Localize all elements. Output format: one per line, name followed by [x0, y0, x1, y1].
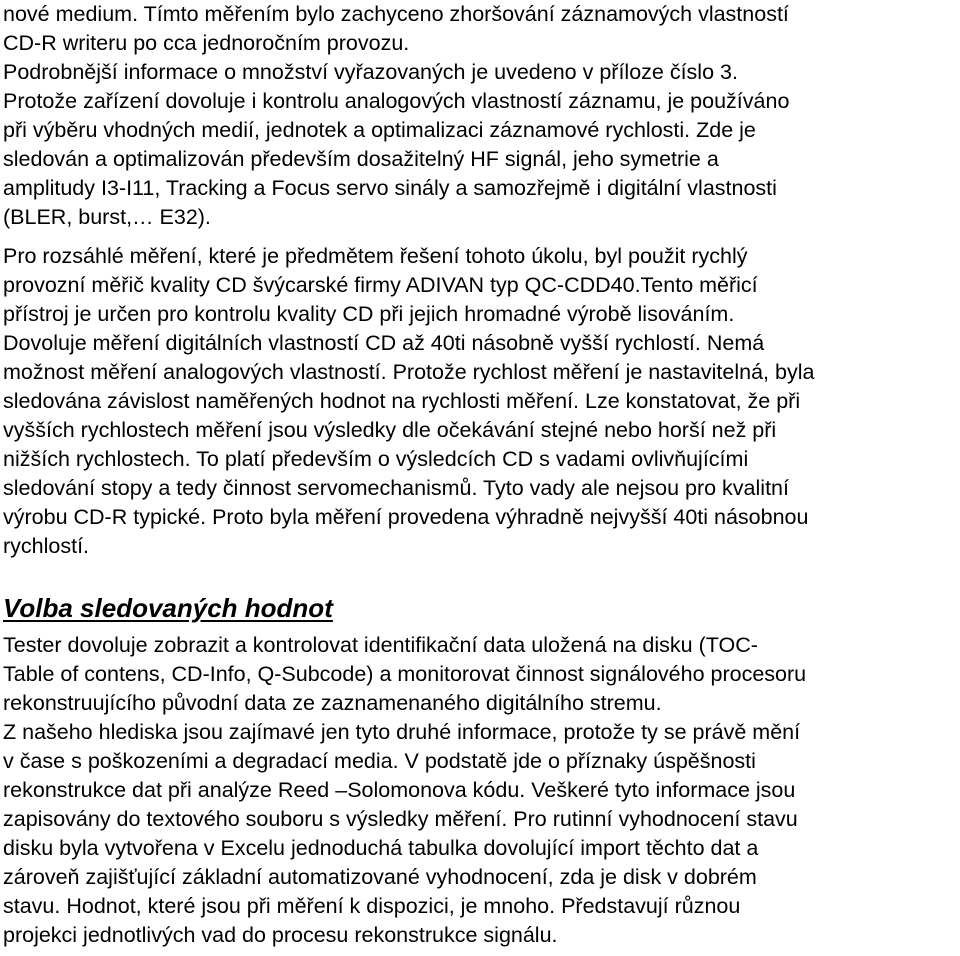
- text-line: Z našeho hlediska jsou zajímavé jen tyto druhé informace, protože ty se právě mění: [3, 720, 801, 744]
- text-line: rekonstrukce dat při analýze Reed –Solomonova kódu. Veškeré tyto informace jsou: [3, 778, 796, 802]
- text-line: rychlostí.: [3, 534, 90, 558]
- text-line: Podrobnější informace o množství vyřazovaných je uvedeno v příloze číslo 3.: [3, 60, 738, 84]
- text-line: výrobu CD-R typické. Proto byla měření provedena výhradně nejvyšší 40ti násobnou: [3, 505, 809, 529]
- text-line: při výběru vhodných medií, jednotek a optimalizaci záznamové rychlosti. Zde je: [3, 118, 756, 142]
- text-line: Dovoluje měření digitálních vlastností CD až 40ti násobně vyšší rychlostí. Nemá: [3, 331, 765, 355]
- text-line: nižších rychlostech. To platí především o výsledcích CD s vadami ovlivňujícími: [3, 447, 749, 471]
- text-line: sledována závislost naměřených hodnot na rychlosti měření. Lze konstatovat, že při: [3, 389, 801, 413]
- text-line: sledován a optimalizován především dosažitelný HF signál, jeho symetrie a: [3, 147, 719, 171]
- text-line: CD-R writeru po cca jednoročním provozu.: [3, 31, 410, 55]
- text-line: možnost měření analogových vlastností. Protože rychlost měření je nastavitelná, byla: [3, 360, 815, 384]
- section-heading: Volba sledovaných hodnot: [3, 593, 333, 623]
- text-line: provozní měřič kvality CD švýcarské firmy ADIVAN typ QC-CDD40.Tento měřicí: [3, 273, 758, 297]
- text-line: Protože zařízení dovoluje i kontrolu analogových vlastností záznamu, je používáno: [3, 89, 790, 113]
- text-line: rekonstruujícího původní data ze zaznamenaného digitálního stremu.: [3, 691, 662, 715]
- text-line: Tester dovoluje zobrazit a kontrolovat identifikační data uložená na disku (TOC-: [3, 633, 758, 657]
- text-line: Table of contens, CD-Info, Q-Subcode) a monitorovat činnost signálového procesoru: [3, 662, 807, 686]
- text-line: disku byla vytvořena v Excelu jednoduchá tabulka dovolující import těchto dat a: [3, 836, 759, 860]
- text-line: vyšších rychlostech měření jsou výsledky dle očekávání stejné nebo horší než při: [3, 418, 777, 442]
- text-line: Pro rozsáhlé měření, které je předmětem řešení tohoto úkolu, byl použit rychlý: [3, 244, 748, 268]
- text-line: sledování stopy a tedy činnost servomechanismů. Tyto vady ale nejsou pro kvalitní: [3, 476, 789, 500]
- text-line: zapisovány do textového souboru s výsledky měření. Pro rutinní vyhodnocení stavu: [3, 807, 798, 831]
- text-line: v čase s poškozeními a degradací media. V podstatě jde o příznaky úspěšnosti: [3, 749, 756, 773]
- text-line: přístroj je určen pro kontrolu kvality CD při jejich hromadné výrobě lisováním.: [3, 302, 735, 326]
- text-line: zároveň zajišťující základní automatizované vyhodnocení, zda je disk v dobrém: [3, 865, 757, 889]
- text-line: (BLER, burst,… E32).: [3, 205, 211, 229]
- text-line: amplitudy I3-I11, Tracking a Focus servo sinály a samozřejmě i digitální vlastnosti: [3, 176, 777, 200]
- text-line: nové medium. Tímto měřením bylo zachyceno zhoršování záznamových vlastností: [3, 2, 789, 26]
- text-line: projekci jednotlivých vad do procesu rekonstrukce signálu.: [3, 923, 558, 947]
- text-line: stavu. Hodnot, které jsou při měření k dispozici, je mnoho. Představují různou: [3, 894, 741, 918]
